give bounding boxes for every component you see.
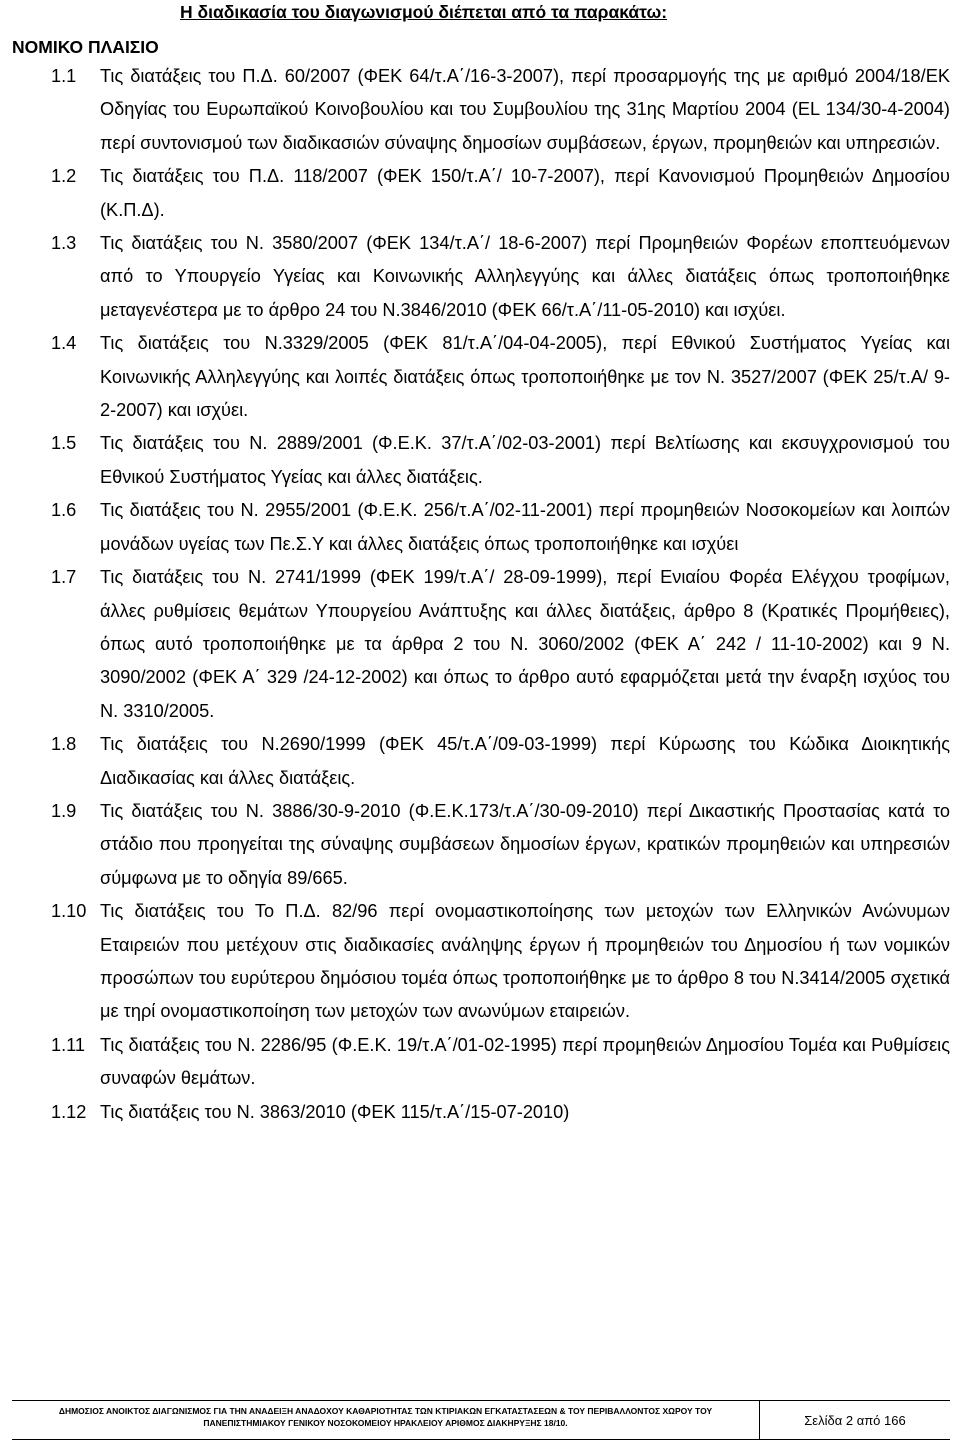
section-heading: ΝΟΜΙΚΟ ΠΛΑΙΣΙΟ bbox=[12, 37, 159, 57]
item-text: Τις διατάξεις του Ν.3329/2005 (ΦΕΚ 81/τ.Α΄/04-04-2005), περί Εθνικού Συστήματος Υγείας και Κοινωνικής Αλληλεγγύης και λοιπές διατάξεις όπως τροποποιήθηκε με τον Ν. 3527/2007 (ΦΕΚ 25/τ.Α/ 9-2-2007) και ισχύει. bbox=[100, 333, 950, 421]
item-number: 1.2 bbox=[51, 166, 77, 187]
list-item bbox=[12, 494, 950, 561]
page-footer bbox=[12, 1400, 950, 1440]
item-number: 1.11 bbox=[51, 1034, 86, 1055]
item-text: Τις διατάξεις του Ν. 2741/1999 (ΦΕΚ 199/τ.Α΄/ 28-09-1999), περί Ενιαίου Φορέα Ελέγχου τροφίμων, άλλες ρυθμίσεις θεμάτων Υπουργείου Ανάπτυξης και άλλες διατάξεις, άρθρο 8 (Κρατικές Προμήθειες), όπως αυτό τροποποιήθηκε με τα άρθρα 2 του Ν. 3060/2002 (ΦΕΚ Α΄ 242 / 11-10-2002) και 9 Ν. 3090/2002 (ΦΕΚ Α΄ 329 /24-12-2002) και όπως το άρθρο αυτό εφαρμόζεται μετά την έναρξη ισχύος του Ν. 3310/2005. bbox=[100, 567, 950, 721]
list-item bbox=[12, 895, 950, 1029]
item-number: 1.6 bbox=[51, 500, 77, 521]
item-number: 1.5 bbox=[51, 433, 77, 454]
item-number: 1.12 bbox=[51, 1101, 87, 1122]
item-number: 1.3 bbox=[51, 233, 77, 254]
item-text: Τις διατάξεις του Π.Δ. 60/2007 (ΦΕΚ 64/τ.Α΄/16-3-2007), περί προσαρμογής της με αριθμό 2004/18/ΕΚ Οδηγίας του Ευρωπαϊκού Κοινοβουλίου και του Συμβουλίου της 31ης Μαρτίου 2004 (EL 134/30-4-2004) περί συντονισμού των διαδικασιών σύναψης δημοσίων συμβάσεων, έργων, προμηθειών και υπηρεσιών. bbox=[100, 66, 950, 153]
list-item bbox=[12, 1029, 950, 1096]
list-item bbox=[12, 1096, 950, 1129]
footer-line-1: ΔΗΜΟΣΙΟΣ ΑΝΟΙΚΤΟΣ ΔΙΑΓΩΝΙΣΜΟΣ ΓΙΑ ΤΗΝ ΑΝΑΔΕΙΞΗ ΑΝΑΔΟΧΟΥ ΚΑΘΑΡΙΟΤΗΤΑΣ ΤΩΝ ΚΤΙΡΙΑΚΩΝ ΕΓΚΑΤΑΣΤΑΣΕΩΝ & ΤΟΥ ΠΕΡΙΒΑΛΛΟΝΤΟΣ ΧΩΡΟΥ ΤΟΥ bbox=[58, 1406, 713, 1416]
item-number: 1.8 bbox=[51, 734, 77, 755]
item-number: 1.9 bbox=[51, 800, 77, 821]
item-number: 1.4 bbox=[51, 333, 77, 354]
footer-tender-title bbox=[12, 1401, 760, 1439]
list-item bbox=[12, 728, 950, 795]
list-item bbox=[12, 160, 950, 227]
item-text: Τις διατάξεις του Ν. 3886/30-9-2010 (Φ.Ε.Κ.173/τ.Α΄/30-09-2010) περί Δικαστικής Προστασίας κατά το στάδιο που προηγείται της σύναψης συμβάσεων δημοσίων έργων, κρατικών προμηθειών και υπηρεσιών σύμφωνα με το οδηγία 89/665. bbox=[100, 800, 950, 888]
item-text: Τις διατάξεις του Ν.2690/1999 (ΦΕΚ 45/τ.Α΄/09-03-1999) περί Κύρωσης του Κώδικα Διοικητικής Διαδικασίας και άλλες διατάξεις. bbox=[100, 734, 950, 788]
page-number: Σελίδα 2 από 166 bbox=[804, 1412, 906, 1428]
list-item bbox=[12, 327, 950, 427]
item-text: Τις διατάξεις του Το Π.Δ. 82/96 περί ονομαστικοποίησης των μετοχών των Ελληνικών Ανώνυμων Εταιρειών που μετέχουν στις διαδικασίες ανάληψης έργων ή προμηθειών του Δημοσίου ή των νομικών προσώπων του ευρύτερου δημόσιου τομέα όπως τροποποιήθηκε με το άρθρο 8 του Ν.3414/2005 σχετικά με τηρί ονομαστικοποίηση των μετοχών των ανωνύμων εταιρειών. bbox=[100, 901, 950, 1022]
item-number: 1.1 bbox=[51, 66, 77, 86]
item-text: Τις διατάξεις του Ν. 2286/95 (Φ.Ε.Κ. 19/τ.Α΄/01-02-1995) περί προμηθειών Δημοσίου Τομέα και Ρυθμίσεις συναφών θεμάτων. bbox=[100, 1034, 950, 1089]
item-text: Τις διατάξεις του Ν. 3580/2007 (ΦΕΚ 134/τ.Α΄/ 18-6-2007) περί Προμηθειών Φορέων εποπτευόμενων από το Υπουργείο Υγείας και Κοινωνικής Αλληλεγγύης και άλλες διατάξεις όπως τροποποιήθηκε μεταγενέστερα με το άρθρο 24 του Ν.3846/2010 (ΦΕΚ 66/τ.Α΄/11-05-2010) και ισχύει. bbox=[100, 233, 950, 320]
footer-line-2: ΠΑΝΕΠΙΣΤΗΜΙΑΚΟΥ ΓΕΝΙΚΟΥ ΝΟΣΟΚΟΜΕΙΟΥ ΗΡΑΚΛΕΙΟΥ ΑΡΙΘΜΟΣ ΔΙΑΚΗΡΥΞΗΣ 18/10. bbox=[203, 1418, 568, 1428]
list-item bbox=[12, 561, 950, 728]
list-item bbox=[12, 227, 950, 327]
page-title: Η διαδικασία του διαγωνισμού διέπεται από τα παρακάτω: bbox=[180, 2, 668, 22]
list-item bbox=[12, 795, 950, 895]
list-item bbox=[12, 427, 950, 494]
item-text: Τις διατάξεις του Ν. 2955/2001 (Φ.Ε.Κ. 256/τ.Α΄/02-11-2001) περί προμηθειών Νοσοκομείων και λοιπών μονάδων υγείας των Πε.Σ.Υ και άλλες διατάξεις όπως τροποποιήθηκε και ισχύει bbox=[100, 500, 950, 554]
item-number: 1.10 bbox=[51, 901, 87, 922]
item-text: Τις διατάξεις του Ν. 3863/2010 (ΦΕΚ 115/τ.Α΄/15-07-2010) bbox=[100, 1101, 570, 1122]
item-text: Τις διατάξεις του Π.Δ. 118/2007 (ΦΕΚ 150/τ.Α΄/ 10-7-2007), περί Κανονισμού Προμηθειών Δημοσίου (Κ.Π.Δ). bbox=[100, 166, 950, 220]
item-number: 1.7 bbox=[51, 567, 77, 588]
item-text: Τις διατάξεις του Ν. 2889/2001 (Φ.Ε.Κ. 37/τ.Α΄/02-03-2001) περί Βελτίωσης και εκσυγχρονισμού του Εθνικού Συστήματος Υγείας και άλλες διατάξεις. bbox=[100, 433, 950, 487]
legal-framework-list bbox=[12, 60, 950, 1129]
list-item bbox=[12, 60, 950, 160]
